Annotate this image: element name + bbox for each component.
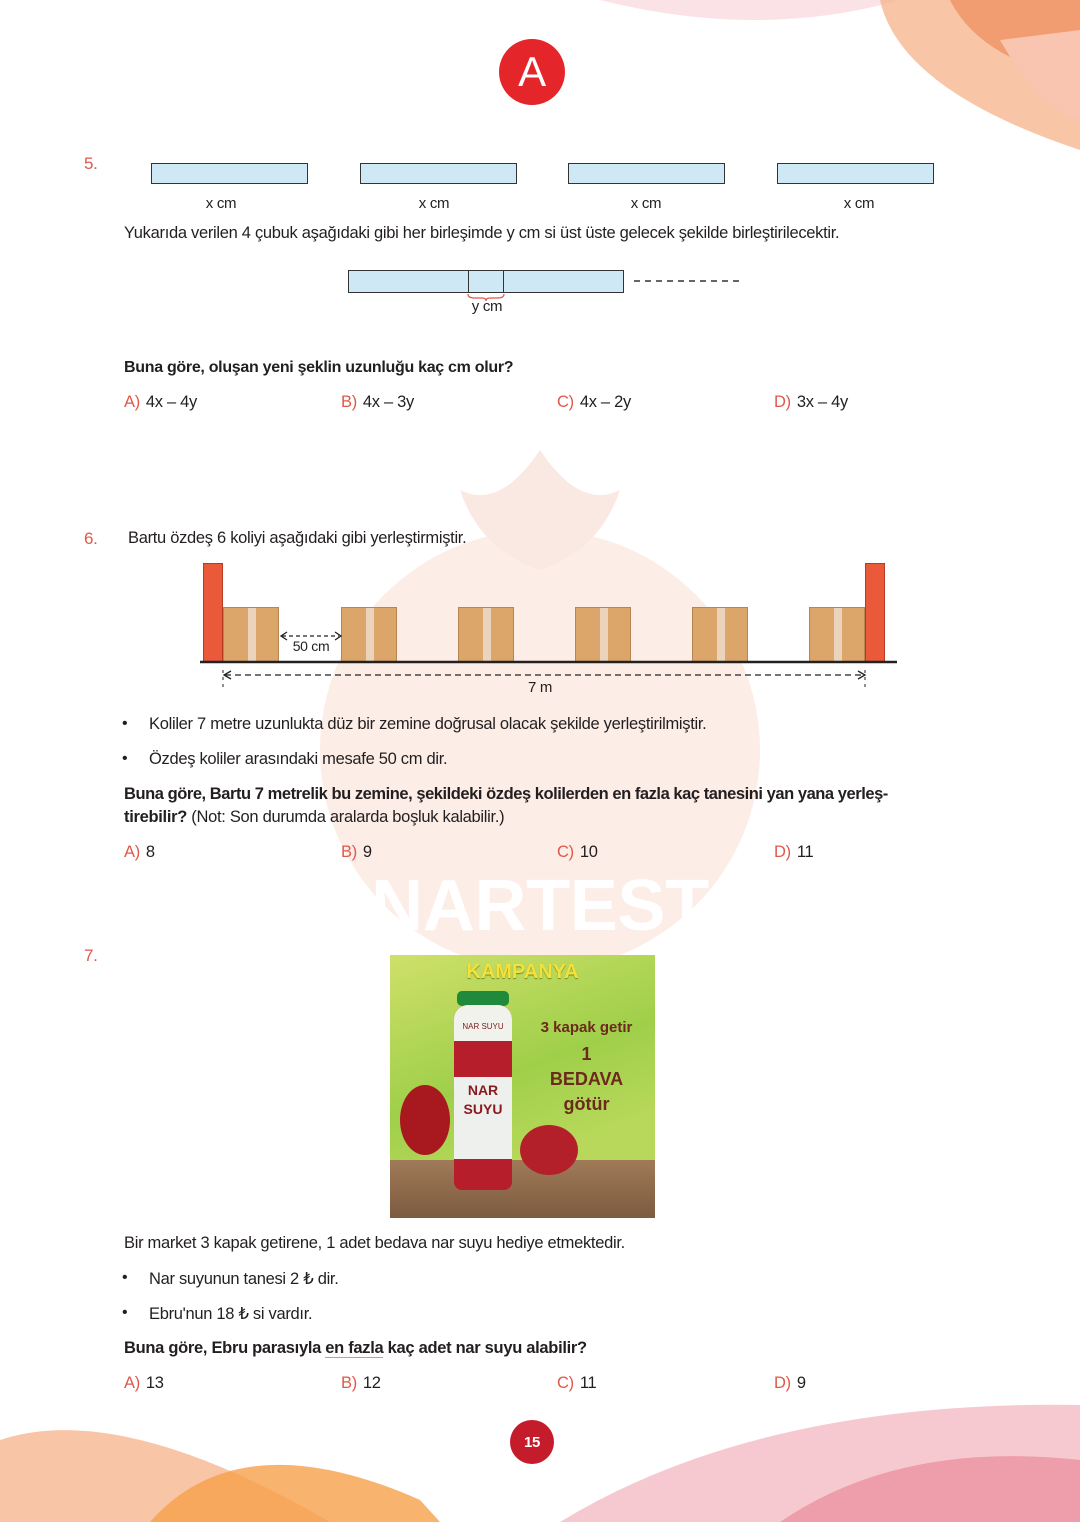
bullet: • [122, 750, 128, 767]
option-c[interactable]: C) 11 [557, 1374, 597, 1392]
bullet-text: Ebru'nun 18 ₺ si vardır. [149, 1305, 313, 1323]
option-a[interactable]: A) 4x – 4y [124, 393, 198, 411]
question-number: 5. [84, 154, 98, 173]
option-c[interactable]: C) 10 [557, 843, 598, 861]
svg-text:NARTEST: NARTEST [371, 866, 709, 946]
pomegranate-icon [400, 1085, 450, 1155]
question-statement: Bir market 3 kapak getirene, 1 adet bedava nar suyu hediye etmektedir. [124, 1234, 625, 1252]
bullet: • [122, 1269, 128, 1286]
rod [568, 163, 725, 184]
rod-label: x cm [843, 195, 875, 212]
pomegranate-half-icon [520, 1125, 578, 1175]
rod-label: x cm [205, 195, 237, 212]
juice-bottle: NAR SUYU NAR SUYU [454, 1005, 512, 1190]
option-a[interactable]: A) 13 [124, 1374, 164, 1392]
bottle-cap [457, 991, 509, 1006]
rod-label: x cm [630, 195, 662, 212]
question-statement: Bartu özdeş 6 koliyi aşağıdaki gibi yerleştirmiştir. [128, 529, 467, 547]
question-statement: Yukarıda verilen 4 çubuk aşağıdaki gibi her birleşimde y cm si üst üste gelecek şekilde birleştirilecektir. [124, 224, 840, 242]
bullet: • [122, 1304, 128, 1321]
watermark-logo [300, 430, 800, 970]
page-number: 15 [510, 1420, 554, 1464]
question-number: 6. [84, 529, 98, 548]
question-prompt-line1: Buna göre, Bartu 7 metrelik bu zemine, şekildeki özdeş kolilerden en fazla kaç tanesini yan yana yerleş- [124, 785, 888, 803]
bullet-text: Nar suyunun tanesi 2 ₺ dir. [149, 1270, 339, 1288]
gap-label: 50 cm [292, 638, 330, 654]
wooden-table [390, 1160, 655, 1218]
rod [151, 163, 308, 184]
option-b[interactable]: B) 12 [341, 1374, 381, 1392]
rod [360, 163, 517, 184]
rod [777, 163, 934, 184]
option-d[interactable]: D) 9 [774, 1374, 806, 1392]
overlap-label: y cm [471, 298, 503, 315]
ad-slogan: 3 kapak getir 1 BEDAVA götür [540, 1019, 633, 1114]
campaign-ad-image [390, 955, 655, 1218]
rod-label: x cm [418, 195, 450, 212]
bullet-text: Özdeş koliler arasındaki mesafe 50 cm dir. [149, 750, 448, 768]
question-prompt: Buna göre, Ebru parasıyla en fazla kaç adet nar suyu alabilir? [124, 1339, 587, 1357]
option-b[interactable]: B) 4x – 3y [341, 393, 415, 411]
section-badge: A [499, 39, 565, 105]
option-a[interactable]: A) 8 [124, 843, 155, 861]
option-c[interactable]: C) 4x – 2y [557, 393, 631, 411]
option-d[interactable]: D) 3x – 4y [774, 393, 848, 411]
question-number: 7. [84, 946, 98, 965]
length-label: 7 m [527, 679, 553, 696]
question-prompt: Buna göre, oluşan yeni şeklin uzunluğu kaç cm olur? [124, 359, 514, 376]
option-d[interactable]: D) 11 [774, 843, 814, 861]
option-b[interactable]: B) 9 [341, 843, 372, 861]
question-prompt-line2: tirebilir? (Not: Son durumda aralarda boşluk kalabilir.) [124, 808, 505, 826]
bullet: • [122, 715, 128, 732]
continuation-and-brace [460, 270, 750, 310]
bullet-text: Koliler 7 metre uzunlukta düz bir zemine doğrusal olacak şekilde yerleştirilmiştir. [149, 715, 707, 733]
ad-title: KAMPANYA [466, 961, 579, 983]
